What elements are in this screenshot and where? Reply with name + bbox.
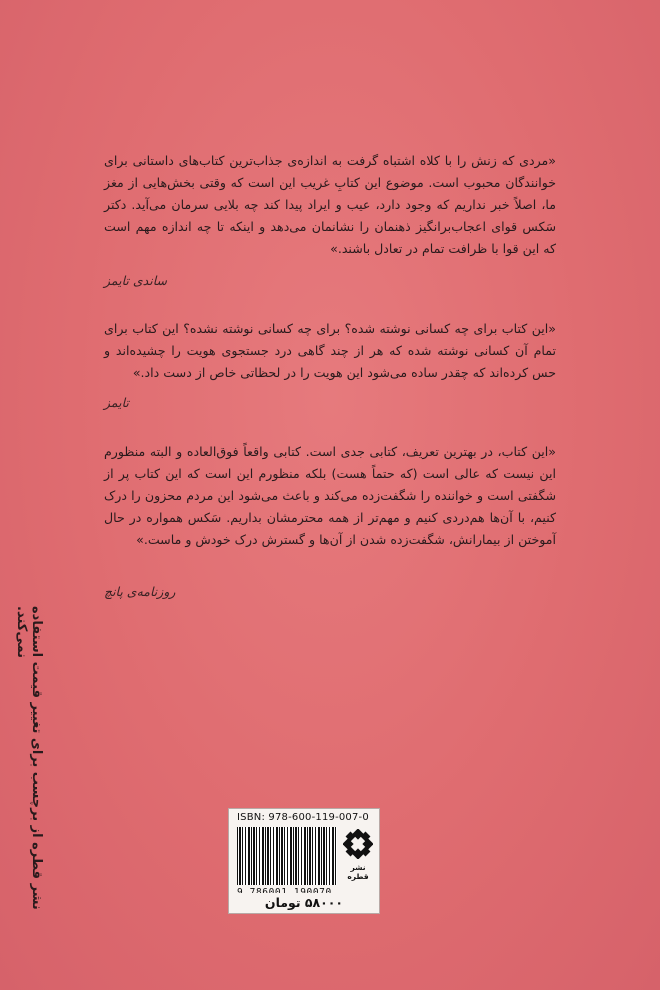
quote-source: ساندی تایمز	[104, 273, 167, 288]
quote-punch	[104, 441, 556, 551]
barcode-bars	[237, 827, 337, 885]
quote-text: «مردی که زنش را با کلاه اشتباه گرفت به اندازه‌ی جذاب‌ترین کتاب‌های داستانی برای خوانندگان محبوب است. موضوع این کتابِ غریب این است که وقتی بخش‌هایی از مغز ما، اصلاً خبر نداریم که وجود دارد، عیب و ایراد پیدا کند چه بلایی سرمان می‌آید. دکتر سَکس قوای اعجاب‌برانگیز ذهنمان را نشانمان می‌دهد و اینکه تا چه اندازه مهم است که این قوا با ظرافت تمام در تعادل باشند.»	[104, 153, 556, 256]
publisher-name: نشر قطره	[347, 863, 369, 881]
quote-text: «این کتاب برای چه کسانی نوشته شده؟ برای چه کسانی نوشته نشده؟ این کتاب برای تمام آن کسانی نوشته شده که هر از چند گاهی درد جستجوی هویت را چشیده‌اند و حس کرده‌اند که چقدر ساده می‌شود این هویت را در لحظاتی خاص از دست داد.»	[104, 321, 556, 380]
qatreh-logo-icon	[343, 829, 373, 859]
quote-text: «این کتاب، در بهترین تعریف، کتابی جدی است. کتابی واقعاً فوق‌العاده و البته منظورم این نیست که عالی است (که حتماً هست) بلکه منظورم این است که این کتاب پر از شگفتی است و خواننده را شگفت‌زده می‌کند و باعث می‌شود این مردم محزون را درک کنیم، با آن‌ها هم‌دردی کنیم و مهم‌تر از همه محترمشان بداریم. سَکس همواره در حال آموختن از بیمارانش، شگفت‌زده شدن از آن‌ها و گسترش درک خودش و ماست.»	[104, 444, 556, 547]
quote-sunday-times	[104, 150, 556, 260]
price-label-note: نشر قطره از برچسب برای تغییر قیمت استفاده نمی‌کند.	[14, 606, 44, 910]
isbn-text: ISBN: 978-600-119-007-0	[237, 812, 369, 823]
quote-times	[104, 318, 556, 384]
price-label: ۵۸۰۰۰ تومان	[228, 893, 380, 914]
quote-source: روزنامه‌ی پانچ	[104, 584, 176, 599]
quote-source: تایمز	[104, 395, 129, 410]
